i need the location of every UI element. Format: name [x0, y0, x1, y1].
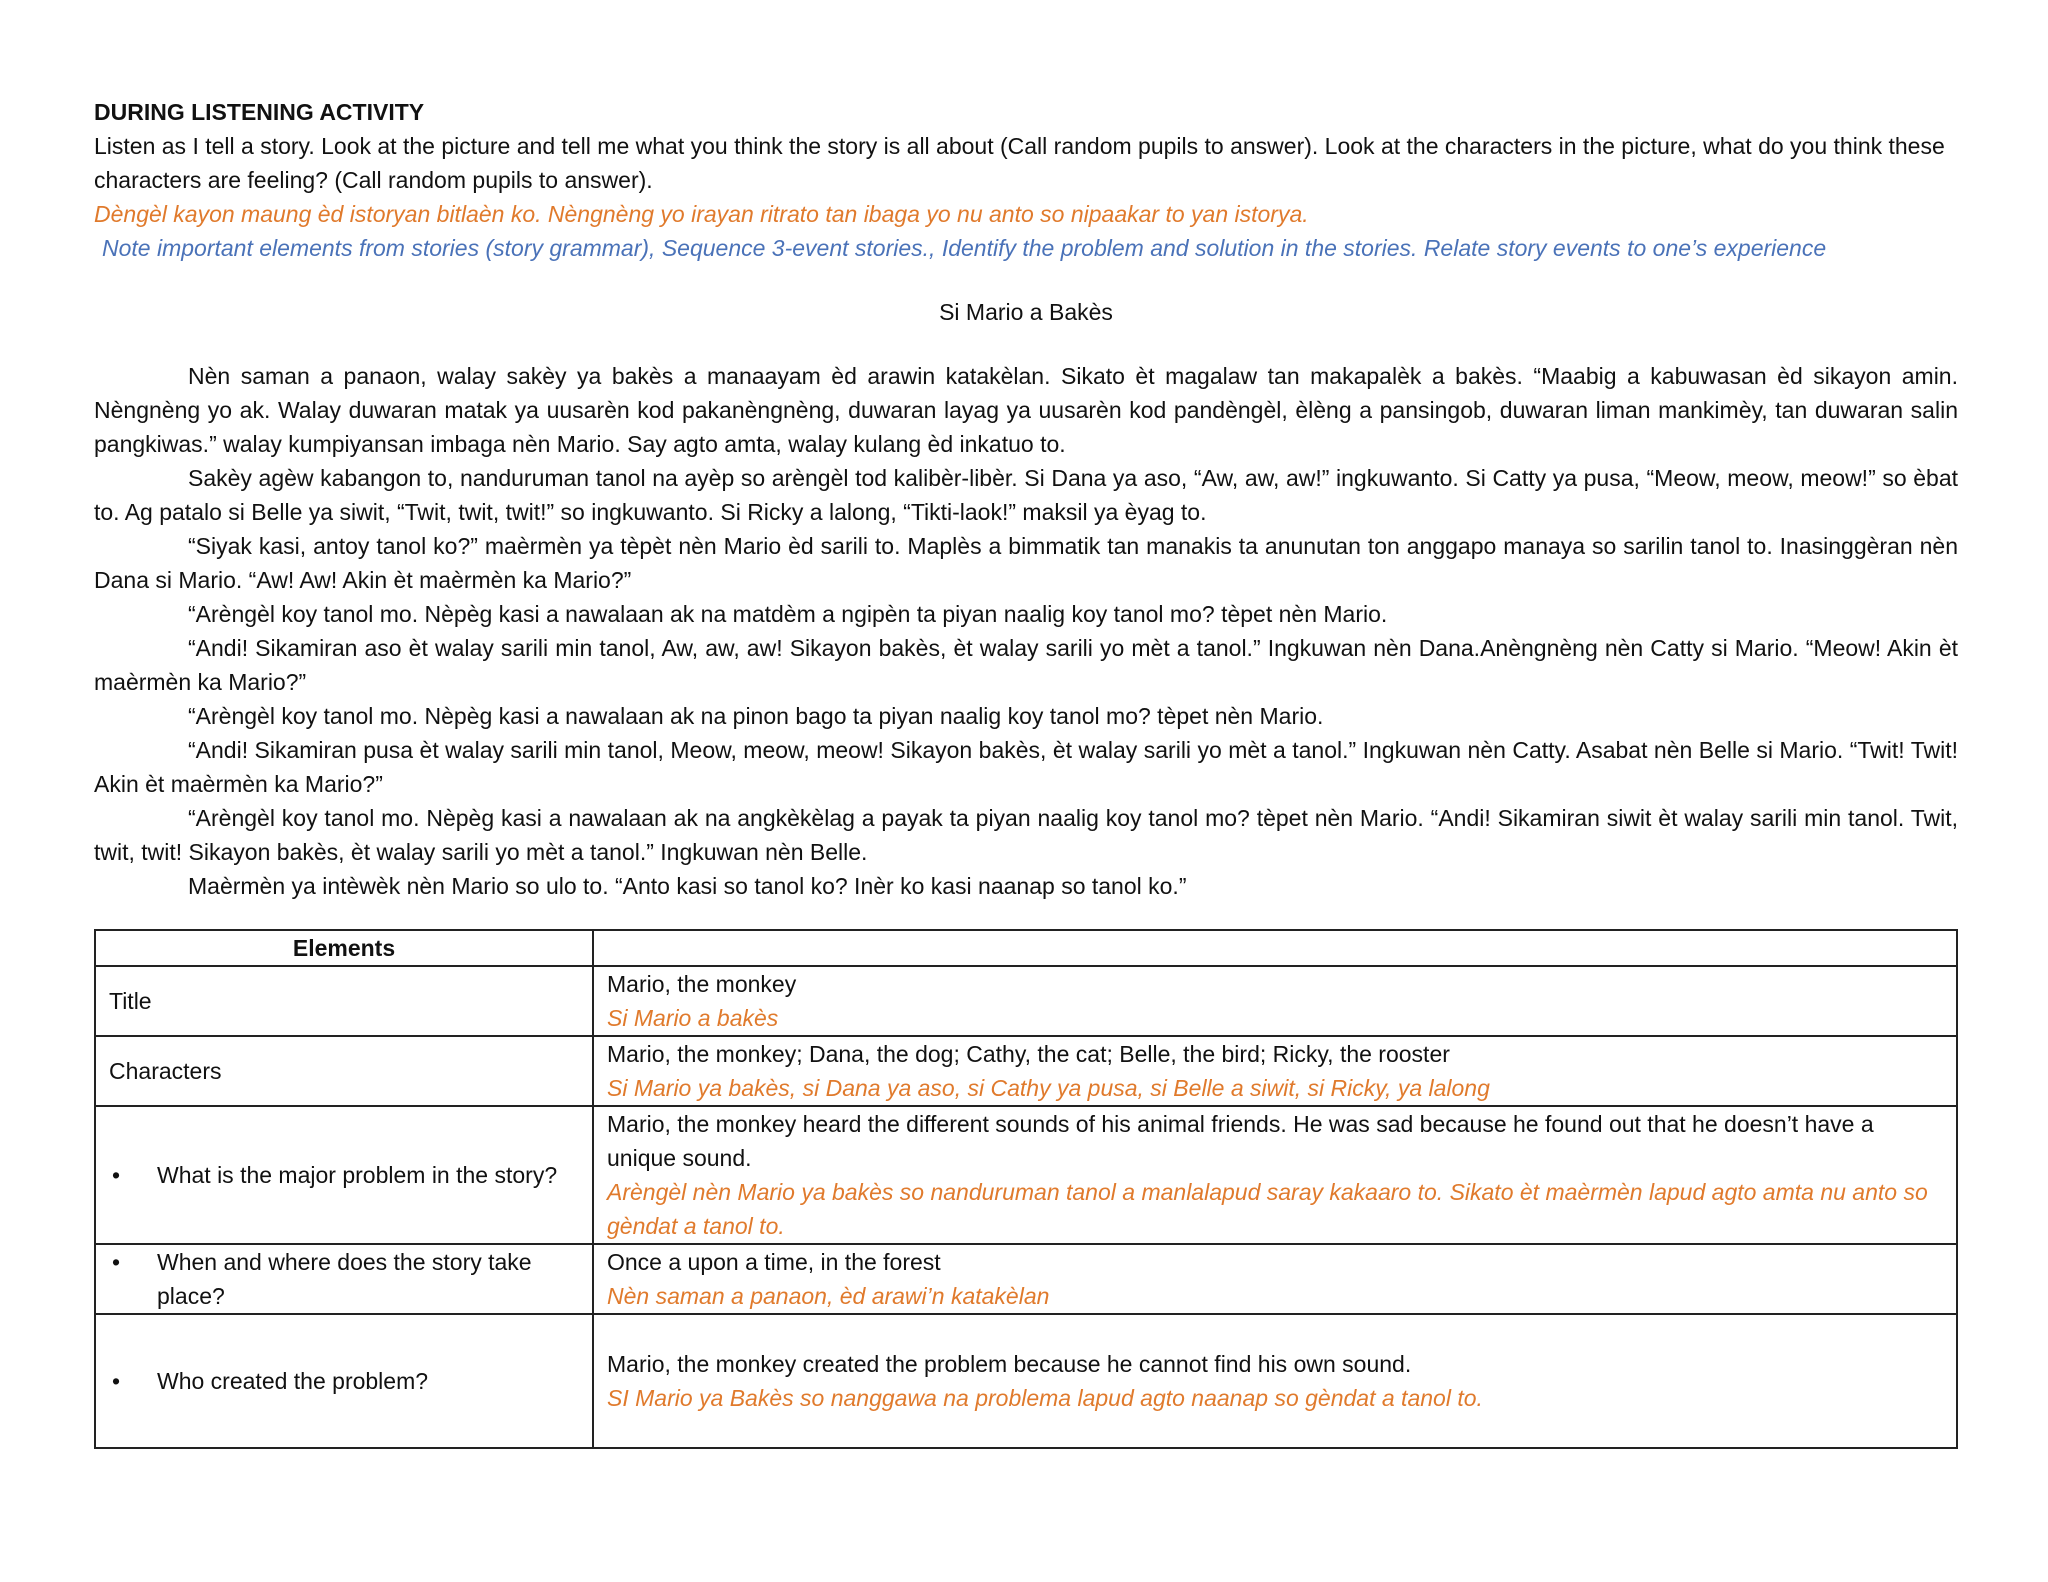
table-header-row: [95, 930, 1957, 966]
story-title: Si Mario a Bakès: [939, 299, 1113, 325]
row-answer: [593, 1314, 1957, 1448]
row-label-who: [95, 1314, 593, 1448]
bullet-text: What is the major problem in the story?: [157, 1162, 558, 1188]
story-paragraph: “Siyak kasi, antoy tanol ko?” maèrmèn ya tèpèt nèn Mario èd sarili to. Maplès a bimmatik tan manakis ta anunutan ton anggapo manaya so sarilin tanol to. Inasinggèran nèn Dana si Mario. “Aw! Aw! Akin èt maèrmèn ka Mario?”: [94, 533, 1958, 593]
answer-english: Once a upon a time, in the forest: [607, 1249, 941, 1275]
table-row: [95, 966, 1957, 1036]
bullet-item: [109, 1158, 579, 1192]
answer-english: Mario, the monkey created the problem because he cannot find his own sound.: [607, 1351, 1412, 1377]
answer-translation: Si Mario ya bakès, si Dana ya aso, si Cathy ya pusa, si Belle a siwit, si Ricky, ya lalong: [607, 1075, 1490, 1101]
instructions-text: Listen as I tell a story. Look at the picture and tell me what you think the story is all about (Call random pupils to answer). Look at the characters in the picture, what do you think these characters are feeling? (Call random pupils to answer).: [94, 133, 1945, 193]
row-label-problem: [95, 1106, 593, 1244]
story-paragraph: “Arèngèl koy tanol mo. Nèpèg kasi a nawalaan ak na angkèkèlag a payak ta piyan naalig koy tanol mo? tèpet nèn Mario. “Andi! Sikamiran siwit èt walay sarili min tanol. Twit, twit, twit! Sikayon bakès, èt walay sarili yo mèt a tanol.” Ingkuwan nèn Belle.: [94, 805, 1958, 865]
bullet-item: [109, 1364, 579, 1398]
story-paragraph: Sakèy agèw kabangon to, nanduruman tanol na ayèp so arèngèl tod kalibèr-libèr. Si Dana ya aso, “Aw, aw, aw!” ingkuwanto. Si Catty ya pusa, “Meow, meow, meow!” so èbat to. Ag patalo si Belle ya siwit, “Twit, twit, twit!” so ingkuwanto. Si Ricky a lalong, “Tikti-laok!” maksil ya èyag to.: [94, 465, 1958, 525]
story-body: [94, 359, 1958, 903]
table-header-elements: Elements: [95, 930, 593, 966]
answer-english: Mario, the monkey: [607, 971, 797, 997]
table-row: [95, 1106, 1957, 1244]
bullet-icon: •: [112, 1249, 121, 1275]
table-row: [95, 1314, 1957, 1448]
competencies-note: Note important elements from stories (story grammar), Sequence 3-event stories., Identify the problem and solution in the stories. Relate story events to one’s experience: [102, 235, 1827, 261]
document-content: [94, 95, 1958, 1449]
section-heading: DURING LISTENING ACTIVITY: [94, 99, 425, 125]
answer-translation: Nèn saman a panaon, èd arawi’n katakèlan: [607, 1283, 1050, 1309]
story-paragraph: “Andi! Sikamiran pusa èt walay sarili min tanol, Meow, meow, meow! Sikayon bakès, èt walay sarili yo mèt a tanol.” Ingkuwan nèn Catty. Asabat nèn Belle si Mario. “Twit! Twit! Akin èt maèrmèn ka Mario?”: [94, 737, 1958, 797]
answer-translation: SI Mario ya Bakès so nanggawa na problema lapud agto naanap so gèndat a tanol to.: [607, 1385, 1483, 1411]
row-label-setting: [95, 1244, 593, 1314]
answer-english: Mario, the monkey; Dana, the dog; Cathy, the cat; Belle, the bird; Ricky, the rooster: [607, 1041, 1450, 1067]
row-answer: [593, 1106, 1957, 1244]
row-label-characters: Characters: [95, 1036, 593, 1106]
row-answer: [593, 1036, 1957, 1106]
table-header-empty: [593, 930, 1957, 966]
row-label-title: Title: [95, 966, 593, 1036]
story-paragraph: “Arèngèl koy tanol mo. Nèpèg kasi a nawalaan ak na matdèm a ngipèn ta piyan naalig koy tanol mo? tèpet nèn Mario.: [188, 601, 1388, 627]
story-paragraph: “Arèngèl koy tanol mo. Nèpèg kasi a nawalaan ak na pinon bago ta piyan naalig koy tanol mo? tèpet nèn Mario.: [188, 703, 1324, 729]
story-elements-table: [94, 929, 1958, 1449]
answer-translation: Arèngèl nèn Mario ya bakès so nanduruman tanol a manlalapud saray kakaaro to. Sikato èt maèrmèn lapud agto amta nu anto so gèndat a tanol to.: [607, 1179, 1928, 1239]
row-answer: [593, 1244, 1957, 1314]
bullet-text: When and where does the story take place?: [157, 1249, 532, 1309]
row-answer: [593, 966, 1957, 1036]
answer-translation: Si Mario a bakès: [607, 1005, 779, 1031]
story-paragraph: Nèn saman a panaon, walay sakèy ya bakès a manaayam èd arawin katakèlan. Sikato èt magalaw tan makapalèk a bakès. “Maabig a kabuwasan èd sikayon amin. Nèngnèng yo ak. Walay duwaran matak ya uusarèn kod pakanèngnèng, duwaran layag ya uusarèn kod pandèngèl, èlèng a pansingob, duwaran liman mankimèy, tan duwaran salin pangkiwas.” walay kumpiyansan imbaga nèn Mario. Say agto amta, walay kulang èd inkatuo to.: [94, 363, 1958, 457]
bullet-icon: •: [112, 1368, 121, 1394]
table-row: [95, 1036, 1957, 1106]
bullet-text: Who created the problem?: [157, 1368, 429, 1394]
instructions-translation: Dèngèl kayon maung èd istoryan bitlaèn ko. Nèngnèng yo irayan ritrato tan ibaga yo nu anto so nipaakar to yan istorya.: [94, 201, 1309, 227]
table-row: [95, 1244, 1957, 1314]
story-paragraph: Maèrmèn ya intèwèk nèn Mario so ulo to. “Anto kasi so tanol ko? Inèr ko kasi naanap so tanol ko.”: [188, 873, 1187, 899]
bullet-icon: •: [112, 1162, 121, 1188]
story-paragraph: “Andi! Sikamiran aso èt walay sarili min tanol, Aw, aw, aw! Sikayon bakès, èt walay sarili yo mèt a tanol.” Ingkuwan nèn Dana.Anèngnèng nèn Catty si Mario. “Meow! Akin èt maèrmèn ka Mario?”: [94, 635, 1958, 695]
bullet-item: [109, 1245, 579, 1313]
answer-english: Mario, the monkey heard the different sounds of his animal friends. He was sad because he found out that he doesn’t have a unique sound.: [607, 1111, 1874, 1171]
